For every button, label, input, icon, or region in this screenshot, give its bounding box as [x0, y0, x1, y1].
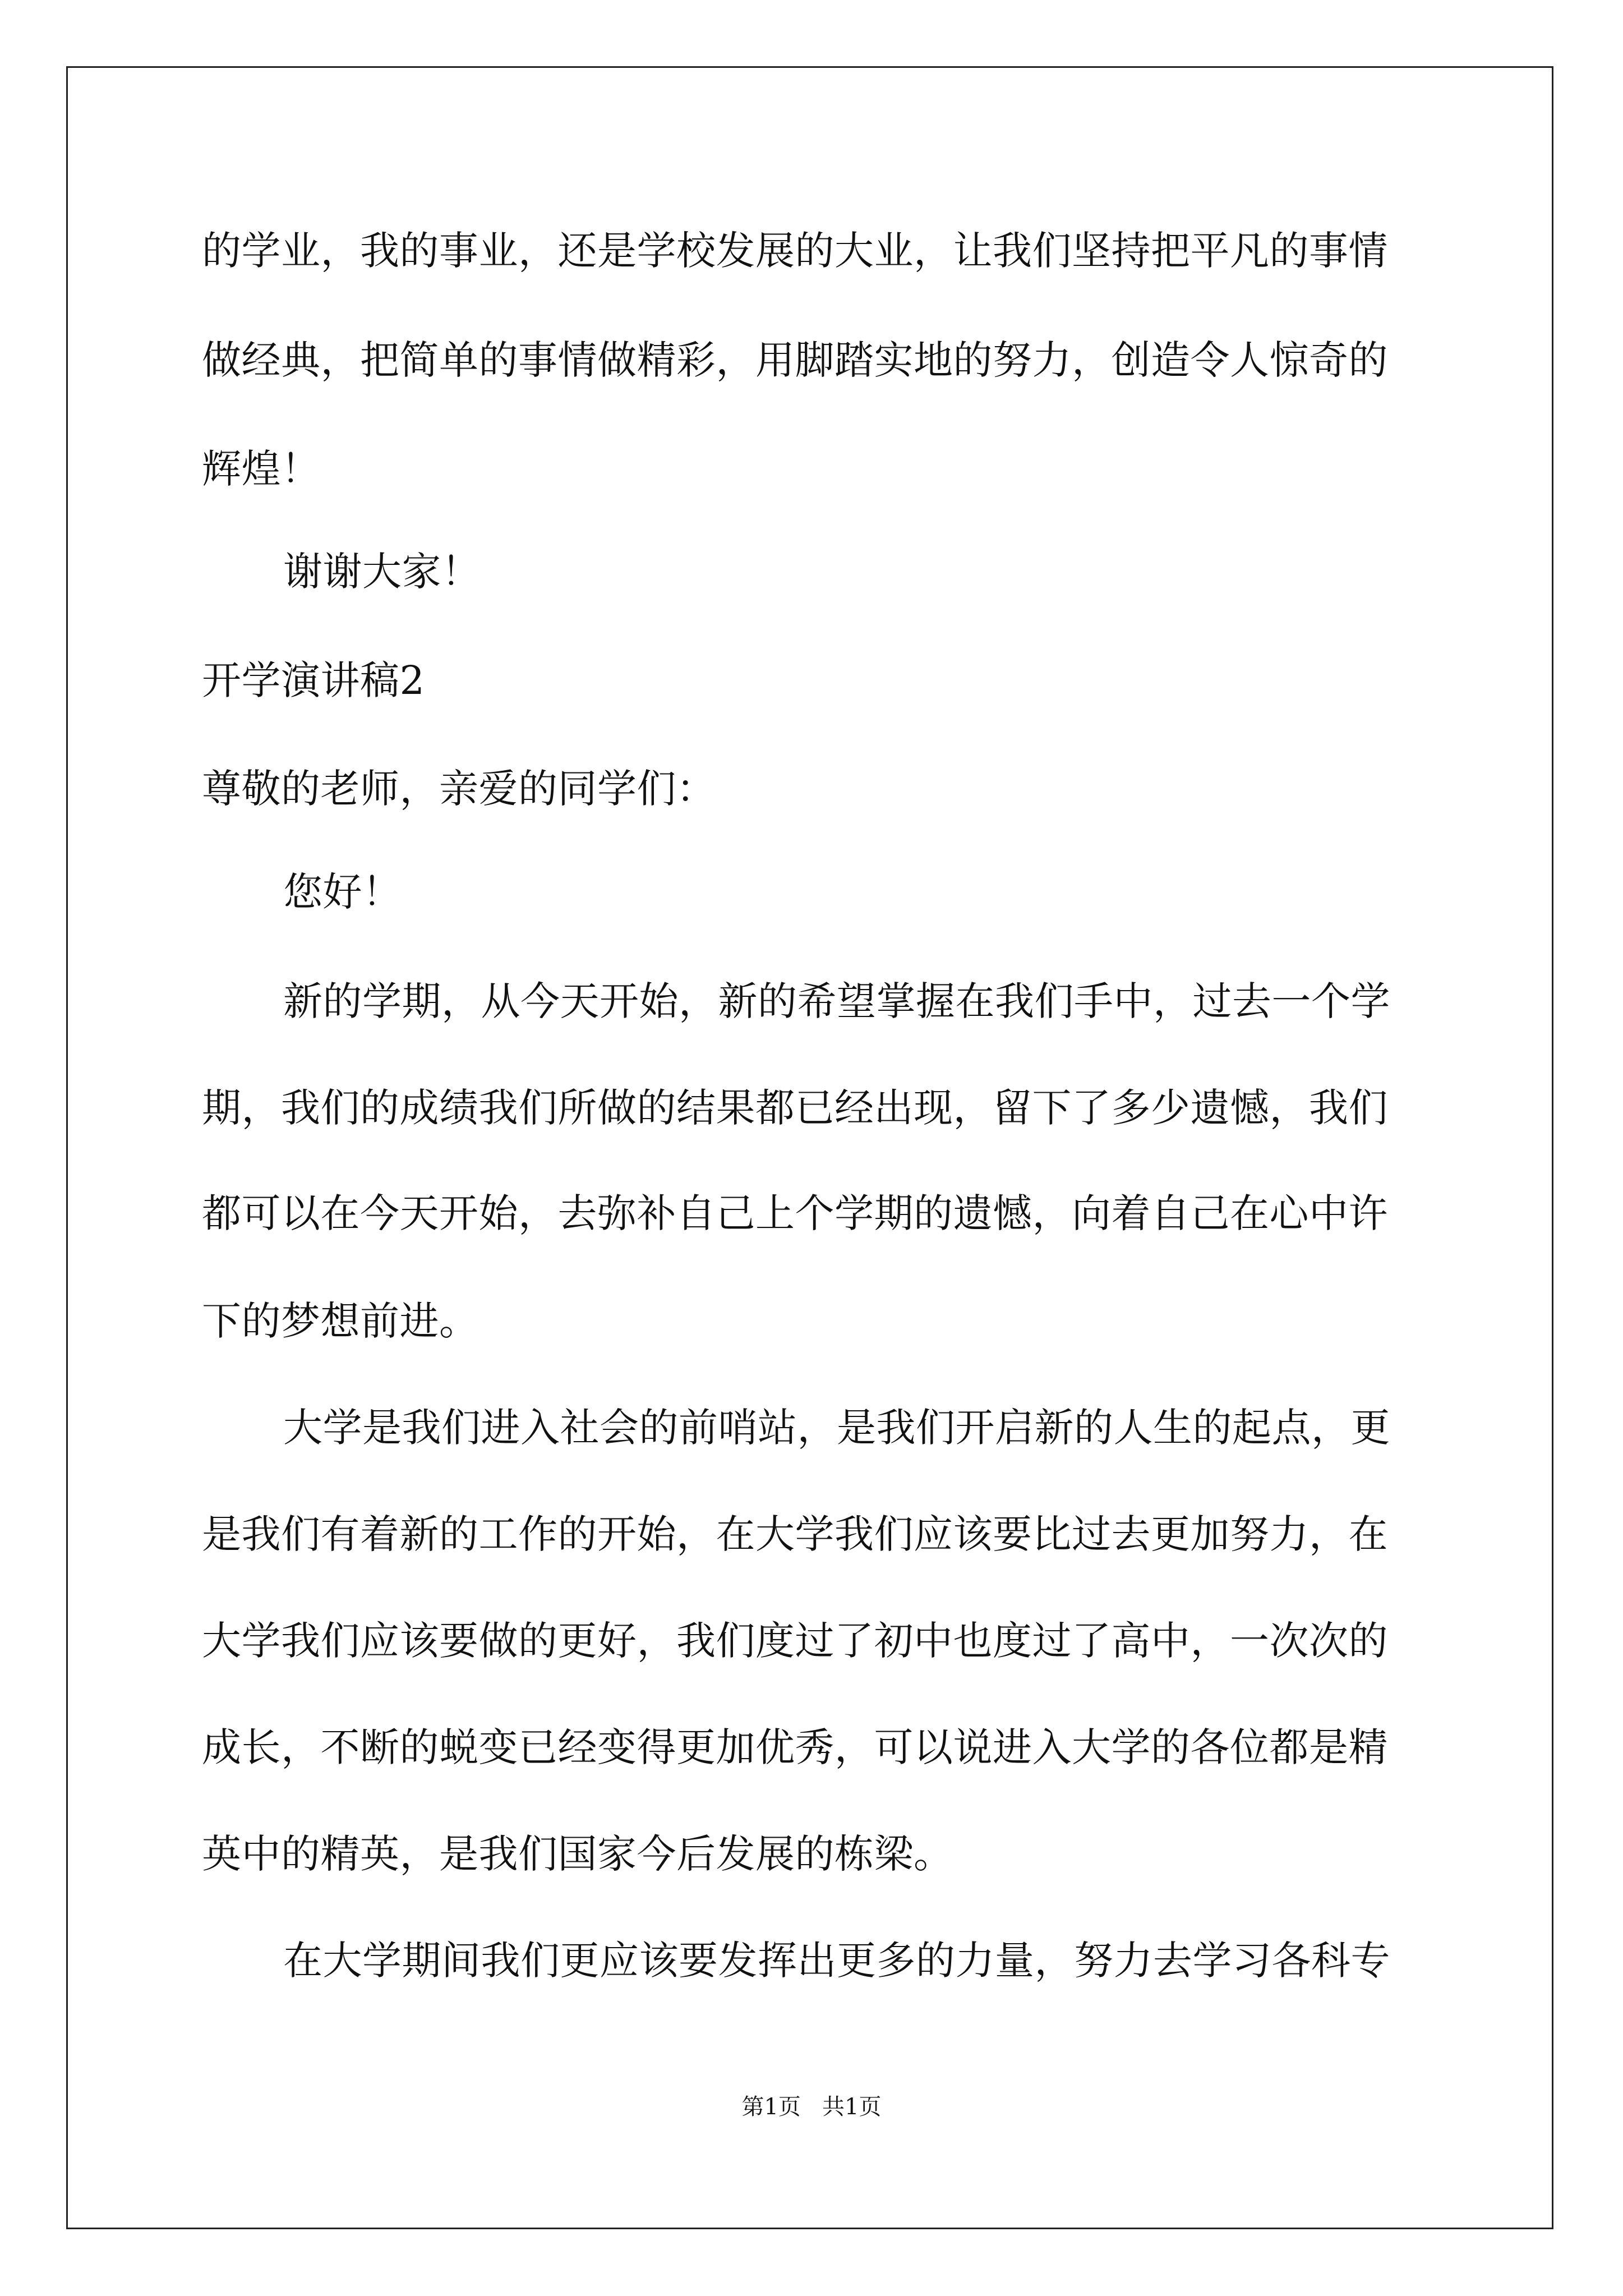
paragraph2-line-3: 大学我们应该要做的更好，我们度过了初中也度过了高中，一次次的 [202, 1618, 1388, 1664]
thanks-line: 谢谢大家！ [283, 549, 481, 595]
paragraph3-line-1: 在大学期间我们更应该要发挥出更多的力量，努力去学习各科专 [283, 1938, 1390, 1984]
paragraph1-line-2: 期，我们的成绩我们所做的结果都已经出现，留下了多少遗憾，我们 [202, 1085, 1388, 1131]
salutation-line: 尊敬的老师，亲爱的同学们： [202, 766, 716, 812]
page-border [66, 66, 1553, 2229]
body-line-2: 做经典，把简单的事情做精彩，用脚踏实地的努力，创造令人惊奇的 [202, 337, 1388, 383]
paragraph2-line-5: 英中的精英，是我们国家今后发展的栋梁。 [202, 1831, 953, 1877]
paragraph2-line-2: 是我们有着新的工作的开始，在大学我们应该要比过去更加努力，在 [202, 1511, 1388, 1557]
paragraph1-line-4: 下的梦想前进。 [202, 1298, 479, 1344]
paragraph2-line-4: 成长，不断的蜕变已经变得更加优秀，可以说进入大学的各位都是精 [202, 1724, 1388, 1770]
paragraph1-line-1: 新的学期，从今天开始，新的希望掌握在我们手中，过去一个学 [283, 978, 1390, 1024]
greeting-line: 您好！ [283, 869, 402, 915]
page-footer: 第1页 共1页 [741, 2094, 882, 2120]
paragraph1-line-3: 都可以在今天开始，去弥补自己上个学期的遗憾，向着自己在心中许 [202, 1190, 1388, 1236]
body-line-1: 的学业，我的事业，还是学校发展的大业，让我们坚持把平凡的事情 [202, 228, 1388, 274]
body-line-3: 辉煌！ [202, 446, 321, 492]
section-title: 开学演讲稿2 [202, 657, 425, 703]
paragraph2-line-1: 大学是我们进入社会的前哨站，是我们开启新的人生的起点，更 [283, 1405, 1390, 1451]
